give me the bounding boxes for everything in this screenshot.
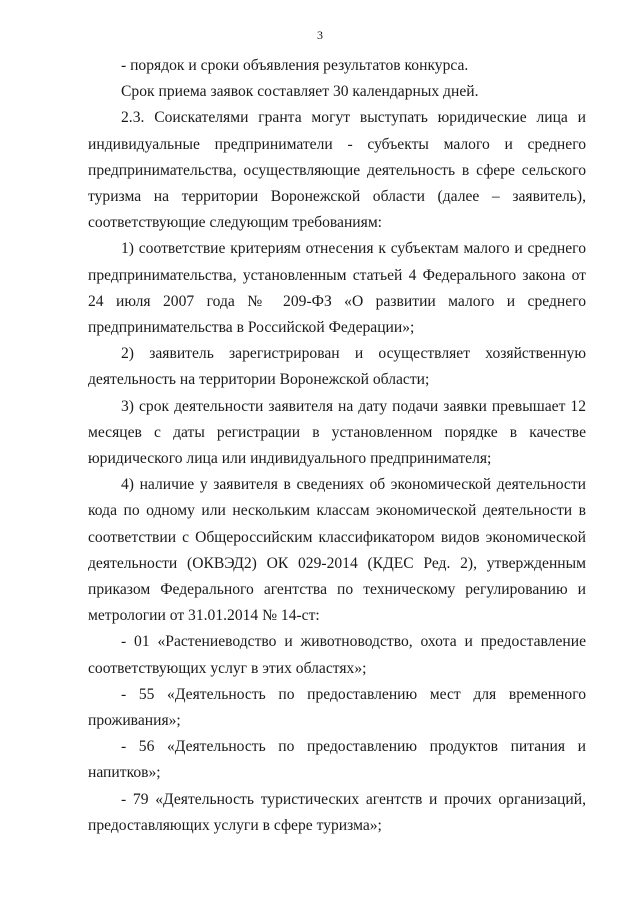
okved-code-55: - 55 «Деятельность по предоставлению мест для временного проживания»; <box>88 685 586 730</box>
paragraph-section-2-3: 2.3. Соискателями гранта могут выступать юридические лица и индивидуальные предприниматели - субъекты малого и среднего предпринимательства, осуществляющие деятельность в сфере сельского туризма на территории Воронежской области (далее – заявитель), соответствующие следующим требованиям: <box>88 109 586 232</box>
okved-code-56: - 56 «Деятельность по предоставлению продуктов питания и напитков»; <box>88 738 586 782</box>
requirement-4: 4) наличие у заявителя в сведениях об экономической деятельности кода по одному или нескольким классам экономической деятельности в соответствии с Общероссийским классификатором видов экономической деятельности (ОКВЭД2) ОК 029-2014 (КДЕС Ред. 2), утвержденным приказом Федерального агентства по техническому регулированию и метрологии от 31.01.2014 № 14-ст: <box>88 476 586 625</box>
paragraph-results-announcement: - порядок и сроки объявления результатов конкурса. <box>121 57 469 74</box>
requirement-3: 3) срок деятельности заявителя на дату подачи заявки превышает 12 месяцев с даты регистрации в установленном порядке в качестве юридического лица или индивидуального предпринимателя; <box>88 397 586 468</box>
requirement-2: 2) заявитель зарегистрирован и осуществляет хозяйственную деятельность на территории Воронежской области; <box>88 345 586 389</box>
requirement-1: 1) соответствие критериям отнесения к субъектам малого и среднего предпринимательства, установленным статьей 4 Федерального закона от 24 июля 2007 года № 209-ФЗ «О развитии малого и среднего предпринимательства в Российской Федерации»; <box>88 240 586 337</box>
page-number: 3 <box>317 28 323 42</box>
document-body <box>88 53 586 839</box>
okved-code-01: - 01 «Растениеводство и животноводство, охота и предоставление соответствующих услуг в этих областях»; <box>88 633 586 677</box>
okved-code-79: - 79 «Деятельность туристических агентств и прочих организаций, предоставляющих услуги в сфере туризма»; <box>88 790 586 834</box>
paragraph-application-period: Срок приема заявок составляет 30 календарных дней. <box>121 83 479 101</box>
